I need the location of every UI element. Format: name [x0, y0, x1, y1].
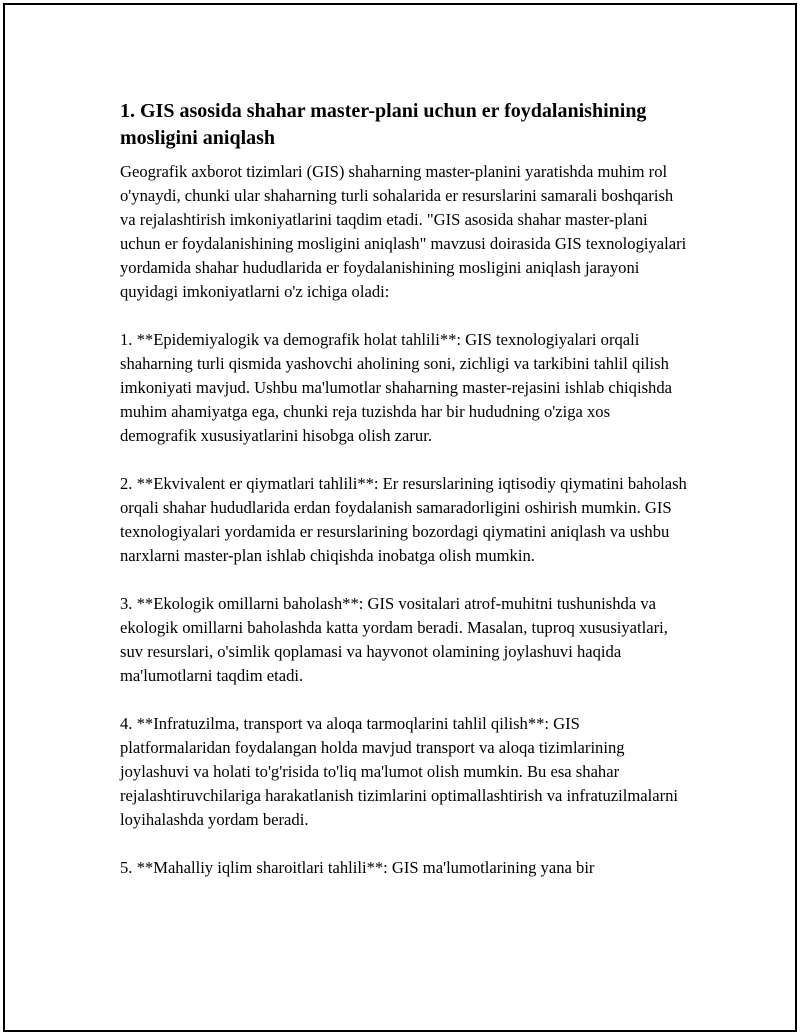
document-body: [120, 98, 690, 904]
paragraph-demographic-analysis: 1. **Epidemiyalogik va demografik holat tahlili**: GIS texnologiyalari orqali shaharning turli qismida yashovchi aholining soni, zichligi va tarkibini tahlil qilish imkoniyati mavjud. Ushbu ma'lumotlar shaharning master-rejasini ishlab chiqishda muhim ahamiyatga ega, chunki reja tuzishda har bir hududning o'ziga xos demografik xususiyatlarini hisobga olish zarur.: [120, 330, 672, 445]
paragraph-ecological-factors: 3. **Ekologik omillarni baholash**: GIS vositalari atrof-muhitni tushunishda va ekologik omillarni baholashda katta yordam beradi. Masalan, tuproq xususiyatlari, suv resurslari, o'simlik qoplamasi va hayvonot olamining joylashuvi haqida ma'lumotlarni taqdim etadi.: [120, 594, 668, 685]
paragraph-local-climate: 5. **Mahalliy iqlim sharoitlari tahlili**: GIS ma'lumotlarining yana bir: [120, 858, 595, 877]
paragraph-infrastructure-analysis: 4. **Infratuzilma, transport va aloqa tarmoqlarini tahlil qilish**: GIS platformalaridan foydalangan holda mavjud transport va aloqa tizimlarining joylashuvi va holati to'g'risida to'liq ma'lumot olish mumkin. Bu esa shahar rejalashtiruvchilariga harakatlanish tizimlarini optimallashtirish va infratuzilmalarni loyihalashda yordam beradi.: [120, 714, 679, 829]
page-frame: [3, 3, 797, 1032]
intro-paragraph: Geografik axborot tizimlari (GIS) shaharning master-planini yaratishda muhim rol o'ynaydi, chunki ular shaharning turli sohalarida er resurslarini samarali boshqarish va rejalashtirish imkoniyatlarini taqdim etadi. "GIS asosida shahar master-plani uchun er foydalanishining mosligini aniqlash" mavzusi doirasida GIS texnologiyalari yordamida shahar hududlarida er foydalanishining mosligini aniqlash jarayoni quyidagi imkoniyatlarni o'z ichiga oladi:: [120, 162, 687, 301]
paragraph-land-value-analysis: 2. **Ekvivalent er qiymatlari tahlili**: Er resurslarining iqtisodiy qiymatini baholash orqali shahar hududlarida erdan foydalanish samaradorligini oshirish mumkin. GIS texnologiyalari yordamida er resurslarining bozordagi qiymatini aniqlash va ushbu narxlarni master-plan ishlab chiqishda inobatga olish mumkin.: [120, 474, 687, 565]
document-title: 1. GIS asosida shahar master-plani uchun er foydalanishining mosligini aniqlash: [120, 100, 647, 149]
